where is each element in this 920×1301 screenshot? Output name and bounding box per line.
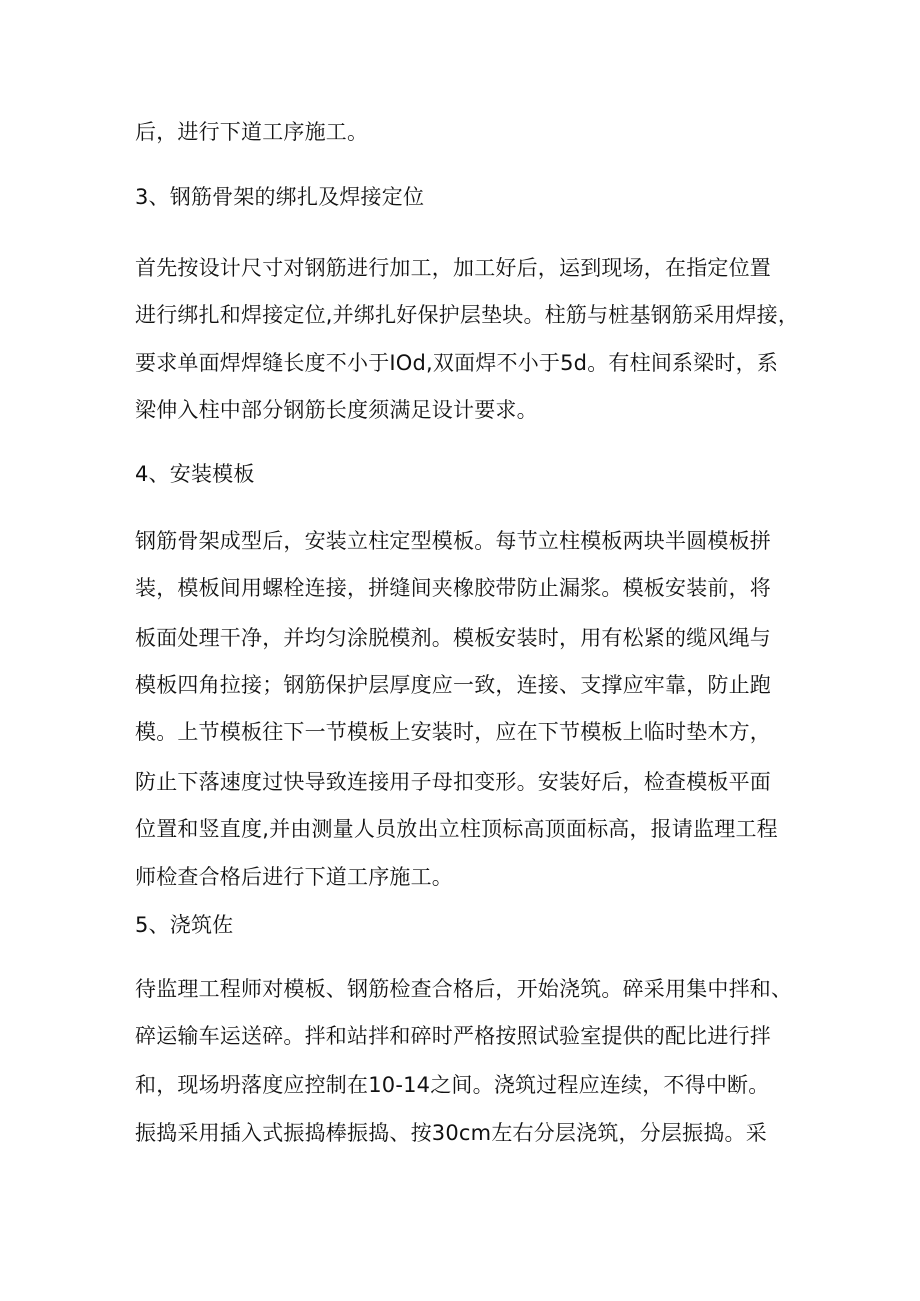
text-line: 后，进行下道工序施工。 xyxy=(135,120,369,144)
section-heading: 4、安装模板 xyxy=(135,462,255,486)
text-line: 钢筋骨架成型后，安装立柱定型模板。每节立柱模板两块半圆模板拼 xyxy=(135,529,771,553)
text-line: 位置和竖直度,并由测量人员放出立柱顶标高顶面标高，报请监理工程 xyxy=(135,817,778,841)
text-line: 装，模板间用螺栓连接，拼缝间夹橡胶带防止漏浆。模板安装前，将 xyxy=(135,576,771,600)
section-heading: 3、钢筋骨架的绑扎及焊接定位 xyxy=(135,185,425,209)
text-line: 师检查合格后进行下道工序施工。 xyxy=(135,865,453,889)
text-line: 待监理工程师对模板、钢筋检查合格后，开始浇筑。碎采用集中拌和、 xyxy=(135,977,793,1001)
text-line: 模板四角拉接；钢筋保护层厚度应一致，连接、支撑应牢靠，防止跑 xyxy=(135,673,771,697)
text-line: 振捣采用插入式振捣棒振捣、按30cm左右分层浇筑，分层振捣。采 xyxy=(135,1121,767,1145)
text-line: 模。上节模板往下一节模板上安装时，应在下节模板上临时垫木方， xyxy=(135,720,771,744)
section-heading: 5、浇筑佐 xyxy=(135,913,234,937)
text-line: 梁伸入柱中部分钢筋长度须满足设计要求。 xyxy=(135,398,538,422)
text-line: 板面处理干净，并均匀涂脱模剂。模板安装时，用有松紧的缆风绳与 xyxy=(135,626,771,650)
text-line: 和，现场坍落度应控制在10-14之间。浇筑过程应连续，不得中断。 xyxy=(135,1073,770,1097)
text-line: 进行绑扎和焊接定位,并绑扎好保护层垫块。柱筋与桩基钢筋采用焊接， xyxy=(135,303,800,327)
text-line: 要求单面焊焊缝长度不小于IOd,双面焊不小于5d。有柱间系梁时，系 xyxy=(135,351,779,375)
text-line: 碎运输车运送碎。拌和站拌和碎时严格按照试验室提供的配比进行拌 xyxy=(135,1024,771,1048)
text-line: 防止下落速度过快导致连接用子母扣变形。安装好后，检查模板平面 xyxy=(135,770,771,794)
text-line: 首先按设计尺寸对钢筋进行加工，加工好后，运到现场，在指定位置 xyxy=(135,256,771,280)
